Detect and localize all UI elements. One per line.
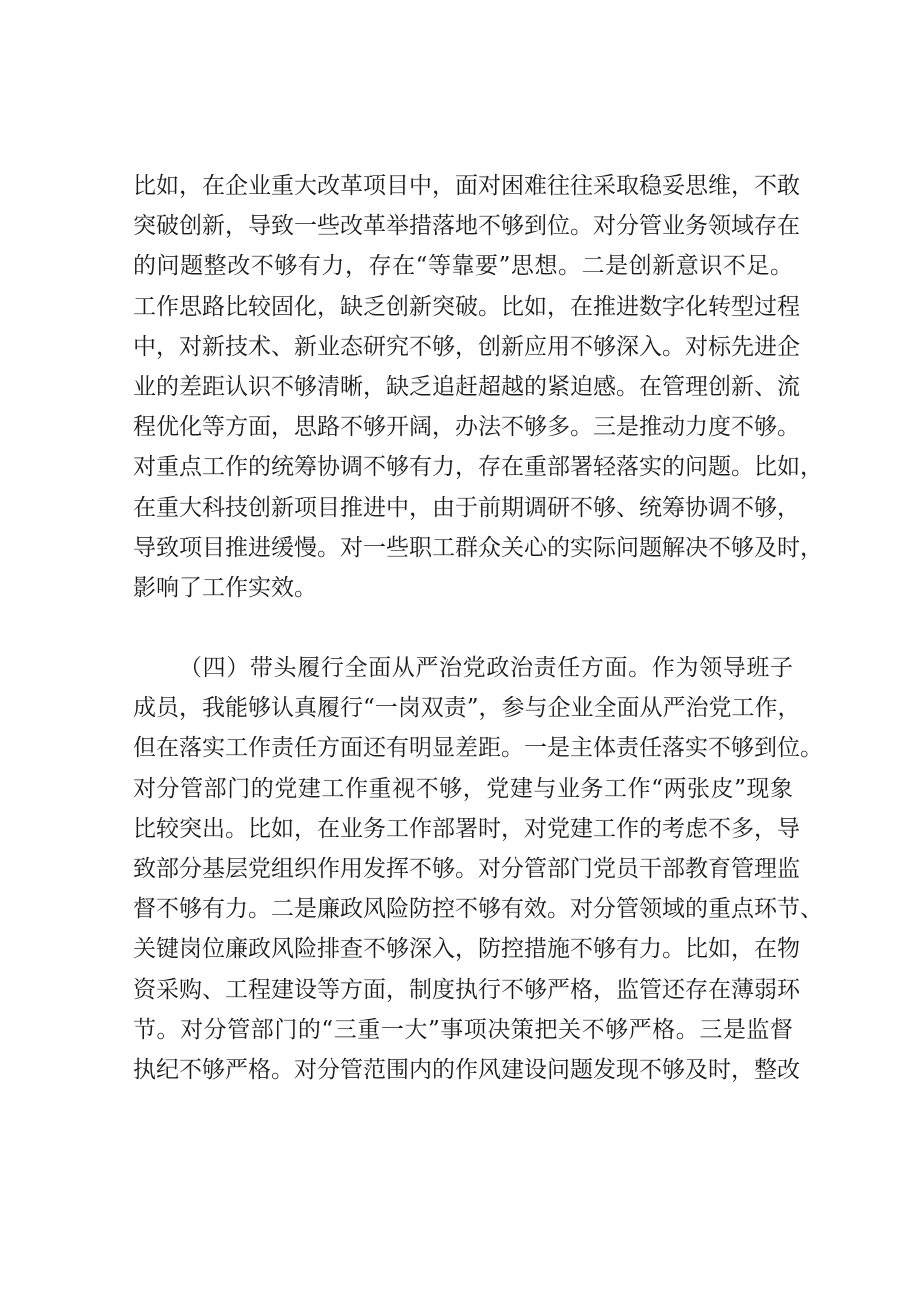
text-line: 工作思路比较固化，缺乏创新突破。比如，在推进数字化转型过程 bbox=[133, 293, 800, 320]
text-line: 成员，我能够认真履行“一岗双责”，参与企业全面从严治党工作， bbox=[133, 695, 801, 722]
text-line: 督不够有力。二是廉政风险防控不够有效。对分管领域的重点环节、 bbox=[133, 896, 823, 923]
text-line: 比较突出。比如，在业务工作部署时，对党建工作的考虑不多，导 bbox=[133, 815, 800, 842]
text-line: 影响了工作实效。 bbox=[133, 574, 317, 601]
text-line: 执纪不够严格。对分管范围内的作风建设问题发现不够及时，整改 bbox=[133, 1056, 800, 1083]
body-paragraph-1 bbox=[133, 166, 823, 608]
text-line: 致部分基层党组织作用发挥不够。对分管部门党员干部教育管理监 bbox=[133, 855, 800, 882]
body-paragraph-2 bbox=[133, 648, 823, 1090]
text-line: 导致项目推进缓慢。对一些职工群众关心的实际问题解决不够及时， bbox=[133, 534, 823, 561]
text-line: 但在落实工作责任方面还有明显差距。一是主体责任落实不够到位。 bbox=[133, 735, 823, 762]
text-line: 对重点工作的统筹协调不够有力，存在重部署轻落实的问题。比如， bbox=[133, 454, 823, 481]
text-line: 的问题整改不够有力，存在“等靠要”思想。二是创新意识不足。 bbox=[133, 253, 793, 280]
text-line: 节。对分管部门的“三重一大”事项决策把关不够严格。三是监督 bbox=[133, 1016, 793, 1043]
text-line: 比如，在企业重大改革项目中，面对困难往往采取稳妥思维，不敢 bbox=[133, 173, 800, 199]
text-line: 关键岗位廉政风险排查不够深入，防控措施不够有力。比如，在物 bbox=[133, 936, 800, 963]
text-line: 对分管部门的党建工作重视不够，党建与业务工作“两张皮”现象 bbox=[133, 775, 793, 802]
text-line: 突破创新，导致一些改革举措落地不够到位。对分管业务领域存在 bbox=[133, 213, 800, 240]
section-heading-line: （四）带头履行全面从严治党政治责任方面。作为领导班子 bbox=[179, 655, 793, 681]
text-line: 业的差距认识不够清晰，缺乏追赶超越的紧迫感。在管理创新、流 bbox=[133, 373, 800, 400]
text-line: 程优化等方面，思路不够开阔，办法不够多。三是推动力度不够。 bbox=[133, 414, 800, 441]
text-line: 中，对新技术、新业态研究不够，创新应用不够深入。对标先进企 bbox=[133, 333, 800, 360]
text-line: 在重大科技创新项目推进中，由于前期调研不够、统筹协调不够， bbox=[133, 494, 800, 521]
text-line: 资采购、工程建设等方面，制度执行不够严格，监管还存在薄弱环 bbox=[133, 976, 800, 1003]
